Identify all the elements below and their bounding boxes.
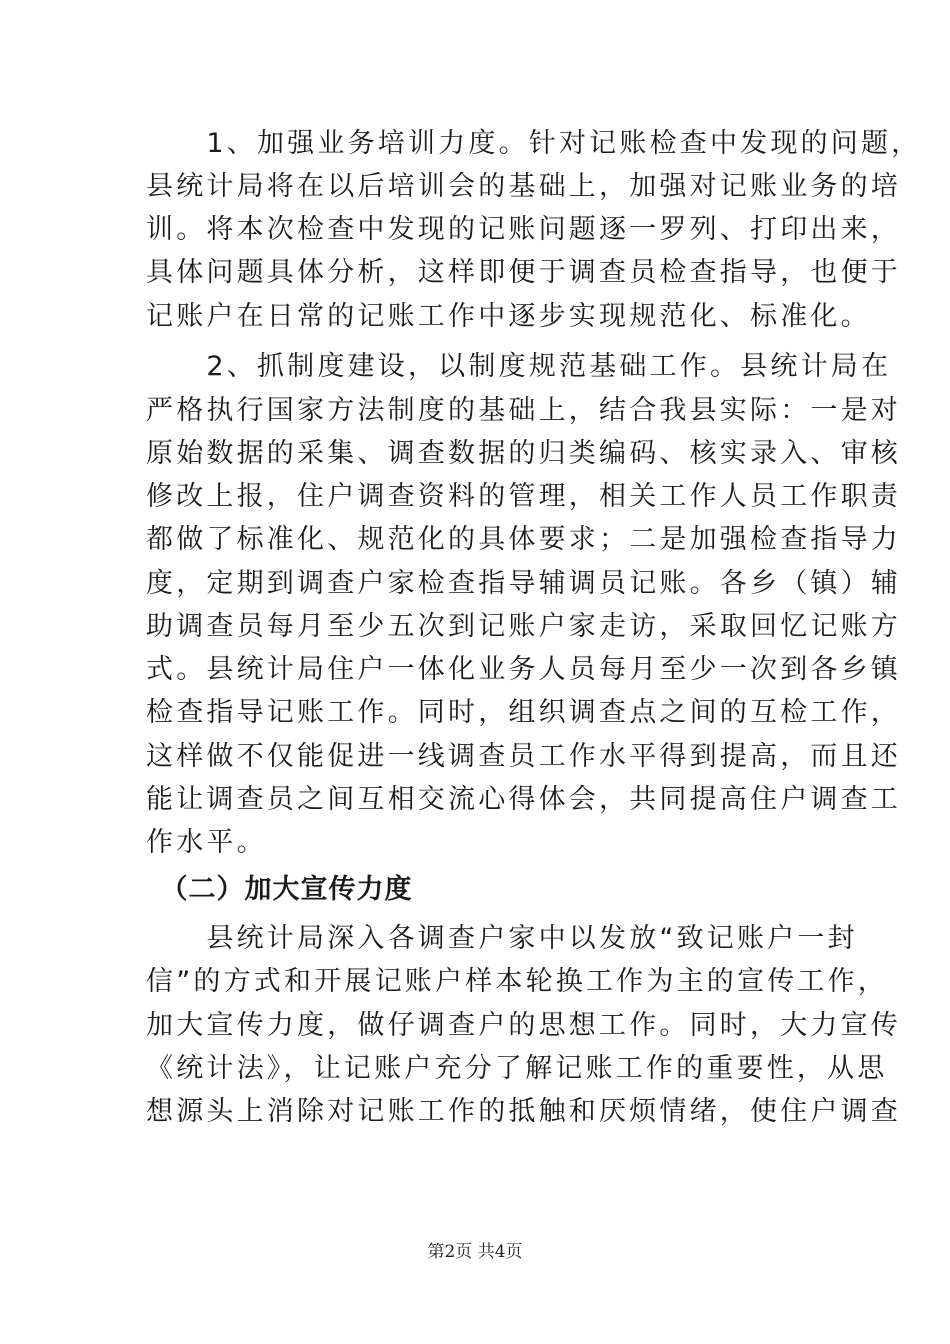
text-line: 原始数据的采集、调查数据的归类编码、核实录入、审核 — [146, 438, 901, 469]
text-line: 这样做不仅能促进一线调查员工作水平得到提高，而且还 — [146, 741, 901, 772]
text-line: 度，定期到调查户家检查指导辅调员记账。各乡（镇）辅 — [146, 568, 901, 599]
page-number-footer: 第2页 共4页 — [427, 1242, 523, 1262]
section-heading: （二）加大宣传力度 — [146, 874, 413, 905]
text-line: 能让调查员之间互相交流心得体会，共同提高住户调查工 — [146, 784, 901, 815]
text-line: 都做了标准化、规范化的具体要求；二是加强检查指导力 — [146, 524, 901, 555]
text-line: 加大宣传力度，做仔调查户的思想工作。同时，大力宣传 — [146, 1010, 901, 1041]
text-line: 作水平。 — [146, 827, 267, 858]
text-line: 《统计法》，让记账户充分了解记账工作的重要性，从思 — [146, 1053, 888, 1084]
text-line: 信”的方式和开展记账户样本轮换工作为主的宣传工作， — [146, 966, 888, 997]
text-line: 严格执行国家方法制度的基础上，结合我县实际：一是对 — [146, 395, 901, 426]
text-line: 县统计局深入各调查户家中以发放“致记账户一封 — [146, 923, 858, 954]
text-line: 修改上报，住户调查资料的管理，相关工作人员工作职责 — [146, 481, 901, 512]
text-line: 想源头上消除对记账工作的抵触和厌烦情绪，使住户调查 — [146, 1096, 901, 1127]
text-line: 县统计局将在以后培训会的基础上，加强对记账业务的培 — [146, 171, 901, 202]
text-line: 具体问题具体分析，这样即便于调查员检查指导，也便于 — [146, 257, 901, 288]
text-line: 训。将本次检查中发现的记账问题逐一罗列、打印出来， — [146, 214, 901, 245]
text-line: 检查指导记账工作。同时，组织调查点之间的互检工作， — [146, 697, 901, 728]
text-line: 记账户在日常的记账工作中逐步实现规范化、标准化。 — [146, 301, 871, 332]
text-line: 助调查员每月至少五次到记账户家走访，采取回忆记账方 — [146, 611, 901, 642]
text-line: 式。县统计局住户一体化业务人员每月至少一次到各乡镇 — [146, 654, 901, 685]
text-line: 2、抓制度建设，以制度规范基础工作。县统计局在 — [146, 351, 892, 382]
text-line: 1、加强业务培训力度。针对记账检查中发现的问题， — [146, 128, 922, 159]
